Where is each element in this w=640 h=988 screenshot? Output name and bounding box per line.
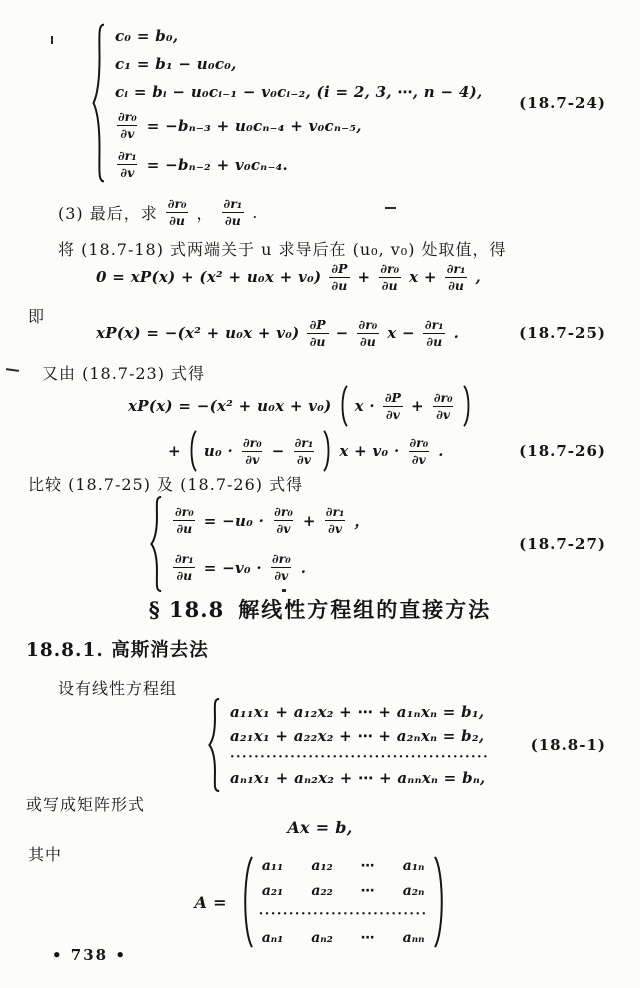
- equation-text: +: [410, 397, 424, 415]
- equation-text: xP(x) = −(x² + u₀x + v₀): [128, 397, 332, 415]
- equation-line: [172, 548, 370, 587]
- paragraph-youyou: 又由 (18.7-23) 式得: [42, 364, 206, 383]
- equation-text: = −bₙ₋₂ + v₀cₙ₋₄.: [146, 155, 289, 174]
- equation-text: −: [271, 442, 285, 460]
- equation-18-7-24: [92, 22, 606, 184]
- right-paren-icon: [323, 430, 332, 472]
- fraction: [221, 196, 246, 228]
- equation-text: u₀ ·: [203, 442, 233, 460]
- equation-18-7-25: [96, 312, 606, 354]
- fraction: [292, 435, 317, 467]
- fraction-denominator: ∂v: [271, 567, 291, 584]
- matrix-cell: a₂ₙ: [402, 883, 425, 899]
- fraction-numerator: ∂r₀: [409, 434, 429, 450]
- fraction-denominator: ∂v: [274, 520, 294, 537]
- equation-text: +: [302, 511, 316, 530]
- fraction-denominator: ∂u: [173, 567, 195, 584]
- left-brace-icon: [150, 496, 163, 592]
- fraction-numerator: ∂r₀: [433, 389, 453, 405]
- fraction: [271, 504, 296, 536]
- equation-text: = −v₀ ·: [203, 558, 262, 577]
- section-number: § 18.8: [148, 597, 225, 622]
- matrix-cell: ⋯: [360, 883, 375, 899]
- fraction-denominator: ∂v: [325, 520, 345, 537]
- fraction-numerator: ∂r₁: [446, 260, 466, 276]
- equation-number: (18.7-27): [519, 535, 606, 553]
- fraction-numerator: ∂r₁: [325, 504, 345, 520]
- fraction: [422, 317, 447, 349]
- equation-line: aₙ₁x₁ + aₙ₂x₂ + ⋯ + aₙₙxₙ = bₙ,: [230, 769, 486, 787]
- paragraph-derive: 将 (18.7-18) 式两端关于 u 求导后在 (u₀, v₀) 处取值，得: [58, 240, 507, 259]
- matrix-cell: a₂₂: [311, 883, 333, 899]
- equation-line: a₁₁x₁ + a₁₂x₂ + ⋯ + a₁ₙxₙ = b₁,: [230, 703, 485, 721]
- fraction-denominator: ∂u: [173, 520, 195, 537]
- paragraph-ji: 即: [28, 307, 46, 326]
- paragraph-compare: 比较 (18.7-25) 及 (18.7-26) 式得: [28, 475, 304, 494]
- left-paren-icon: [339, 385, 348, 427]
- equation-text: −: [335, 324, 349, 342]
- paragraph-intro: 设有线性方程组: [58, 679, 178, 698]
- fraction-numerator: ∂r₀: [243, 434, 262, 450]
- page-number: • 738 •: [52, 946, 127, 964]
- equation-text: = −u₀ ·: [203, 511, 265, 530]
- fraction-denominator: ∂v: [117, 164, 137, 181]
- fraction: [323, 504, 348, 536]
- equation-zero: [96, 256, 481, 298]
- fraction: [307, 317, 329, 349]
- ellipsis-row: ····························: [258, 908, 428, 921]
- equation-text: x −: [387, 324, 415, 342]
- equation-text: .: [438, 442, 444, 460]
- equation-text: x ·: [354, 397, 375, 415]
- equation-18-8-1: [208, 698, 606, 792]
- matrix-cell: a₁ₙ: [402, 858, 425, 874]
- fraction-numerator: ∂r₀: [358, 316, 378, 332]
- fraction: [240, 435, 265, 467]
- equation-18-7-26-line1: [128, 385, 472, 427]
- fraction-denominator: ∂v: [433, 406, 453, 423]
- fraction-denominator: ∂v: [242, 451, 262, 468]
- scan-artifact: [6, 368, 19, 372]
- fraction-numerator: ∂r₀: [175, 504, 194, 520]
- fraction-denominator: ∂u: [329, 277, 351, 294]
- equation-text: ，: [354, 512, 370, 530]
- fraction-denominator: ∂v: [294, 451, 314, 468]
- left-paren-icon: [188, 430, 197, 472]
- right-paren-icon: [434, 856, 446, 948]
- fraction: [115, 148, 140, 180]
- equation-18-7-27: [150, 496, 606, 592]
- fraction: [406, 435, 431, 467]
- equation-text: .: [453, 324, 460, 342]
- fraction-numerator: ∂r₁: [294, 434, 314, 450]
- fraction: [356, 317, 381, 349]
- fraction: [431, 390, 456, 422]
- equation-number: (18.8-1): [530, 736, 606, 754]
- fraction-denominator: ∂u: [423, 333, 445, 350]
- equation-number: (18.7-26): [519, 442, 606, 460]
- equation-line: [115, 106, 483, 145]
- fraction-numerator: ∂P: [309, 316, 326, 332]
- fraction: [172, 551, 197, 583]
- ellipsis-row: ···········································: [230, 749, 490, 765]
- fraction-numerator: ∂P: [331, 260, 348, 276]
- equation-line: cᵢ = bᵢ − u₀cᵢ₋₁ − v₀cᵢ₋₂, (i = 2, 3, ⋯, n − 4),: [115, 83, 483, 101]
- fraction: [444, 261, 469, 293]
- equation-axb: Ax = b,: [287, 818, 353, 837]
- matrix-lhs: A =: [194, 892, 227, 912]
- fraction-numerator: ∂r₀: [118, 109, 137, 125]
- paragraph-text: ，: [196, 203, 214, 223]
- fraction-numerator: ∂r₁: [424, 316, 444, 332]
- right-paren-icon: [463, 385, 472, 427]
- fraction: [269, 551, 294, 583]
- fraction-numerator: ∂P: [384, 389, 401, 405]
- left-brace-icon: [92, 23, 106, 183]
- scan-artifact: [385, 207, 396, 209]
- matrix-cell: a₂₁: [261, 883, 284, 899]
- fraction-denominator: ∂u: [222, 212, 244, 229]
- fraction: [115, 109, 140, 141]
- equation-line: c₀ = b₀,: [115, 27, 179, 45]
- paragraph-text: (3) 最后，求: [58, 203, 158, 223]
- section-title: 解线性方程组的直接方法: [238, 597, 492, 622]
- equation-text: .: [300, 558, 307, 577]
- equation-line: [172, 501, 370, 540]
- fraction-denominator: ∂u: [445, 277, 467, 294]
- matrix-cell: ⋯: [360, 930, 375, 946]
- equation-text: 0 = xP(x) + (x² + u₀x + v₀): [96, 268, 322, 286]
- left-brace-icon: [208, 698, 221, 792]
- fraction-numerator: ∂r₀: [274, 504, 293, 520]
- fraction-denominator: ∂u: [166, 212, 188, 229]
- equation-text: +: [168, 442, 181, 460]
- fraction: [172, 504, 197, 536]
- equation-text: ,: [475, 268, 481, 286]
- equation-number: (18.7-25): [519, 324, 606, 342]
- matrix-cell: a₁₁: [261, 858, 284, 874]
- subsection-heading: 18.8.1. 高斯消去法: [26, 640, 209, 661]
- fraction-numerator: ∂r₁: [118, 148, 137, 164]
- matrix-cell: aₙₙ: [402, 930, 425, 946]
- equation-text: x + v₀ ·: [339, 442, 400, 460]
- equation-number: (18.7-24): [519, 94, 606, 112]
- equation-text: = −bₙ₋₃ + u₀cₙ₋₄ + v₀cₙ₋₅,: [146, 116, 362, 135]
- matrix-cell: aₙ₂: [311, 930, 333, 946]
- fraction-denominator: ∂v: [383, 406, 403, 423]
- equation-18-7-26-line2: [168, 429, 606, 473]
- fraction-denominator: ∂u: [307, 333, 329, 350]
- left-paren-icon: [241, 856, 253, 948]
- matrix-cell: a₁₂: [311, 858, 333, 874]
- equation-text: xP(x) = −(x² + u₀x + v₀): [96, 324, 300, 342]
- section-heading: [0, 594, 640, 624]
- scan-artifact: [51, 36, 53, 44]
- fraction-denominator: ∂u: [357, 333, 379, 350]
- paragraph-where: 其中: [28, 845, 63, 864]
- paragraph-text: .: [252, 202, 259, 222]
- fraction: [328, 261, 350, 293]
- fraction-numerator: ∂r₁: [223, 195, 243, 211]
- paragraph-matrix-form: 或写成矩阵形式: [26, 795, 146, 814]
- fraction-numerator: ∂r₁: [175, 551, 194, 567]
- matrix-cell: aₙ₁: [261, 930, 284, 946]
- fraction: [382, 390, 404, 422]
- equation-line: c₁ = b₁ − u₀c₀,: [115, 55, 237, 73]
- equation-line: a₂₁x₁ + a₂₂x₂ + ⋯ + a₂ₙxₙ = b₂,: [230, 727, 485, 745]
- paragraph-step3: [58, 191, 258, 233]
- matrix-a: [0, 856, 640, 948]
- fraction: [377, 261, 402, 293]
- fraction-denominator: ∂v: [409, 451, 429, 468]
- equation-text: x +: [409, 268, 437, 286]
- fraction: [165, 196, 190, 228]
- fraction-numerator: ∂r₀: [271, 551, 291, 567]
- fraction-numerator: ∂r₀: [380, 260, 400, 276]
- fraction-denominator: ∂v: [117, 125, 137, 142]
- fraction-denominator: ∂u: [379, 277, 401, 294]
- matrix-cell: ⋯: [360, 858, 375, 874]
- fraction-numerator: ∂r₀: [167, 195, 187, 211]
- equation-text: +: [357, 268, 371, 286]
- equation-line: [115, 145, 483, 184]
